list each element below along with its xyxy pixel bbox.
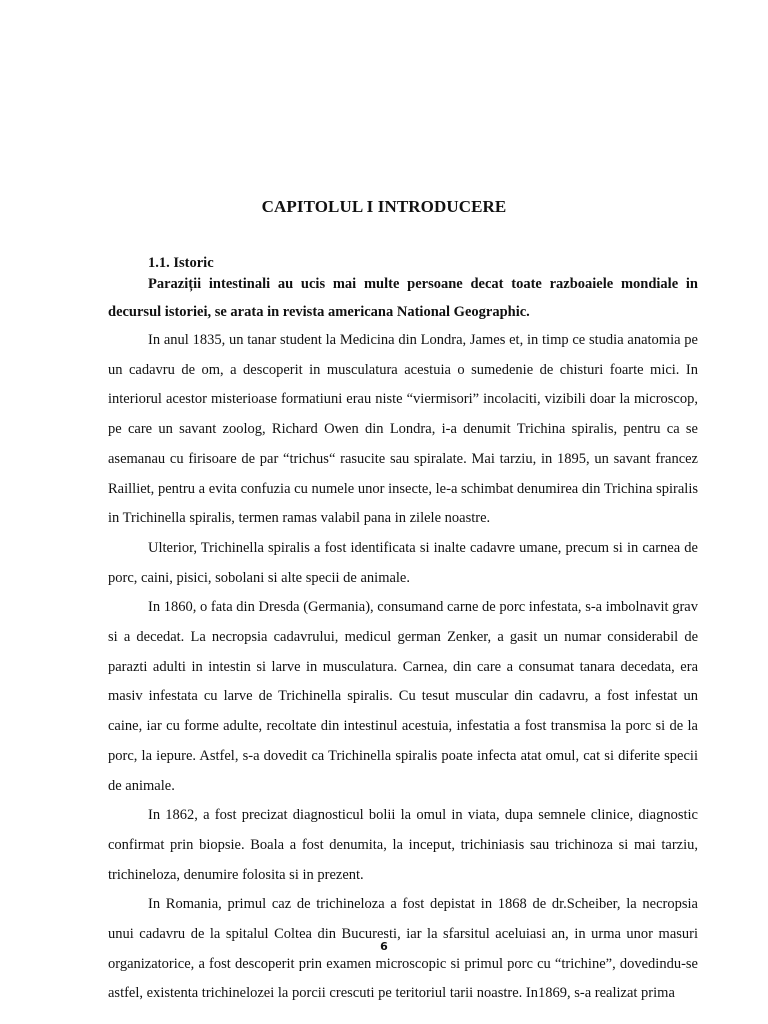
paragraph: In Romania, primul caz de trichineloza a fost depistat in 1868 de dr.Scheiber, la necropsia unui cadavru de la spitalul Coltea din Bucuresti, iar la sfarsitul aceluiasi an, in urma unor masuri organizatorice, a fost descoperit prin examen microscopic si primul porc cu “trichine”, dovedindu-se astfel, existenta trichinelozei la porcii crescuti pe teritoriul tarii noastre. In1869, s-a realizat prima — [108, 896, 698, 1002]
section-heading: 1.1. Istoric — [148, 255, 214, 271]
paragraph: In 1862, a fost precizat diagnosticul bolii la omul in viata, dupa semnele clinice, diagnostic confirmat prin biopsie. Boala a fost denumita, la inceput, trichiniasis sau trichinoza si mai tarziu, trichineloza, denumire folosita si in prezent. — [108, 807, 698, 883]
chapter-title: CAPITOLUL I INTRODUCERE — [261, 197, 507, 217]
page-number: 6 — [380, 940, 388, 953]
paragraph: In anul 1835, un tanar student la Medicina din Londra, James et, in timp ce studia anatomia pe un cadavru de om, a descoperit in musculatura acestuia o sumedenie de chisturi foarte mici. In interiorul acestor misterioase formatiuni erau niste “viermisori” incolaciti, vizibili doar la microscop, pe care un savant zoolog, Richard Owen din Londra, i-a denumit Trichina spiralis, pentru ca se asemanau cu firisoare de par “trichus“ rasucite sau spiralate. Mai tarziu, in 1895, un savant francez Railliet, pentru a evita confuzia cu numele unor insecte, le-a schimbat denumirea din Trichina spiralis in Trichinella spiralis, termen ramas valabil pana in zilele noastre. — [108, 332, 698, 527]
lead-paragraph: Paraziții intestinali au ucis mai multe persoane decat toate razboaiele mondiale in decursul istoriei, se arata in revista americana National Geographic. — [108, 276, 698, 320]
document-body — [108, 253, 698, 1009]
paragraph: Ulterior, Trichinella spiralis a fost identificata si inalte cadavre umane, precum si in carnea de porc, caini, pisici, sobolani si alte specii de animale. — [108, 539, 698, 586]
paragraph: In 1860, o fata din Dresda (Germania), consumand carne de porc infestata, s-a imbolnavit grav si a decedat. La necropsia cadavrului, medicul german Zenker, a gasit un numar considerabil de parazti adulti in intestin si larve in musculatura. Carnea, din care a consumat tanara decedata, era masiv infestata cu larve de Trichinella spiralis. Cu tesut muscular din cadavru, a fost infestat un caine, iar cu forme adulte, recoltate din intestinul acestuia, infestatia a fost transmisa la porc si de la porc, la iepure. Astfel, s-a dovedit ca Trichinella spiralis poate infecta atat omul, cat si diferite specii de animale. — [108, 599, 698, 794]
